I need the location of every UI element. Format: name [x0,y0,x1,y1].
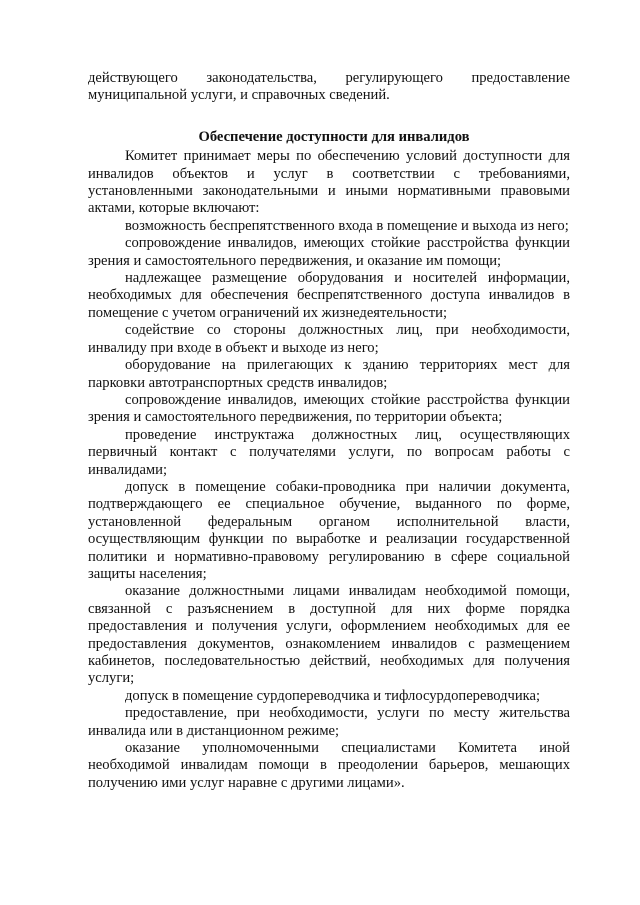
paragraph-parking: оборудование на прилегающих к зданию территориях мест для парковки автотранспортных средств инвалидов; [88,357,570,391]
paragraph-escort-assistance: сопровождение инвалидов, имеющих стойкие расстройства функции зрения и самостоятельного передвижения, и оказание им помощи; [88,235,570,269]
paragraph-escort-territory: сопровождение инвалидов, имеющих стойкие расстройства функции зрения и самостоятельного передвижения, по территории объекта; [88,391,570,426]
paragraph-guide-dog: допуск в помещение собаки-проводника при наличии документа, подтверждающего ее специальное обучение, выданного по форме, установленной федеральным органом исполнительной власти, осуществляющим функции по выработке и реализации государственной политики и нормативно-правовому регулированию в сфере социальной защиты населения; [88,478,570,582]
paragraph-explanation-help: оказание должностными лицами инвалидам необходимой помощи, связанной с разъяснением в доступной для них форме порядка предоставления и получения услуги, оформлением необходимых для ее предоставления документов, ознакомлением инвалидов с размещением кабинетов, последовательностью действий, необходимых для получения услуги; [88,583,570,687]
paragraph-sign-interpreter: допуск в помещение сурдопереводчика и тифлосурдопереводчика; [125,687,541,704]
section-title: Обеспечение доступности для инвалидов [198,128,470,145]
paragraph-official-assistance: содействие со стороны должностных лиц, при необходимости, инвалиду при входе в объект и выходе из него; [88,322,570,356]
paragraph-barrier-help: оказание уполномоченными специалистами Комитета иной необходимой инвалидам помощи в преодолении барьеров, мешающих получению ими услуг наравне с другими лицами». [88,740,570,791]
paragraph-remote-service: предоставление, при необходимости, услуги по месту жительства инвалида или в дистанционном режиме; [88,705,570,739]
paragraph-staff-briefing: проведение инструктажа должностных лиц, осуществляющих первичный контакт с получателями услуги, по вопросам работы с инвалидами; [88,426,570,478]
paragraph-equipment-placement: надлежащее размещение оборудования и носителей информации, необходимых для обеспечения беспрепятственного доступа инвалидов в помещение с учетом ограничений их жизнедеятельности; [88,270,570,321]
paragraph-intro-measures: Комитет принимает меры по обеспечению условий доступности для инвалидов объектов и услуг в соответствии с требованиями, установленными законодательными и иными нормативными правовыми актами, которые включают: [88,148,570,217]
paragraph-entry-access: возможность беспрепятственного входа в помещение и выхода из него; [125,217,569,234]
intro-paragraph: действующего законодательства, регулирующего предоставление муниципальной услуги, и справочных сведений. [88,70,570,104]
